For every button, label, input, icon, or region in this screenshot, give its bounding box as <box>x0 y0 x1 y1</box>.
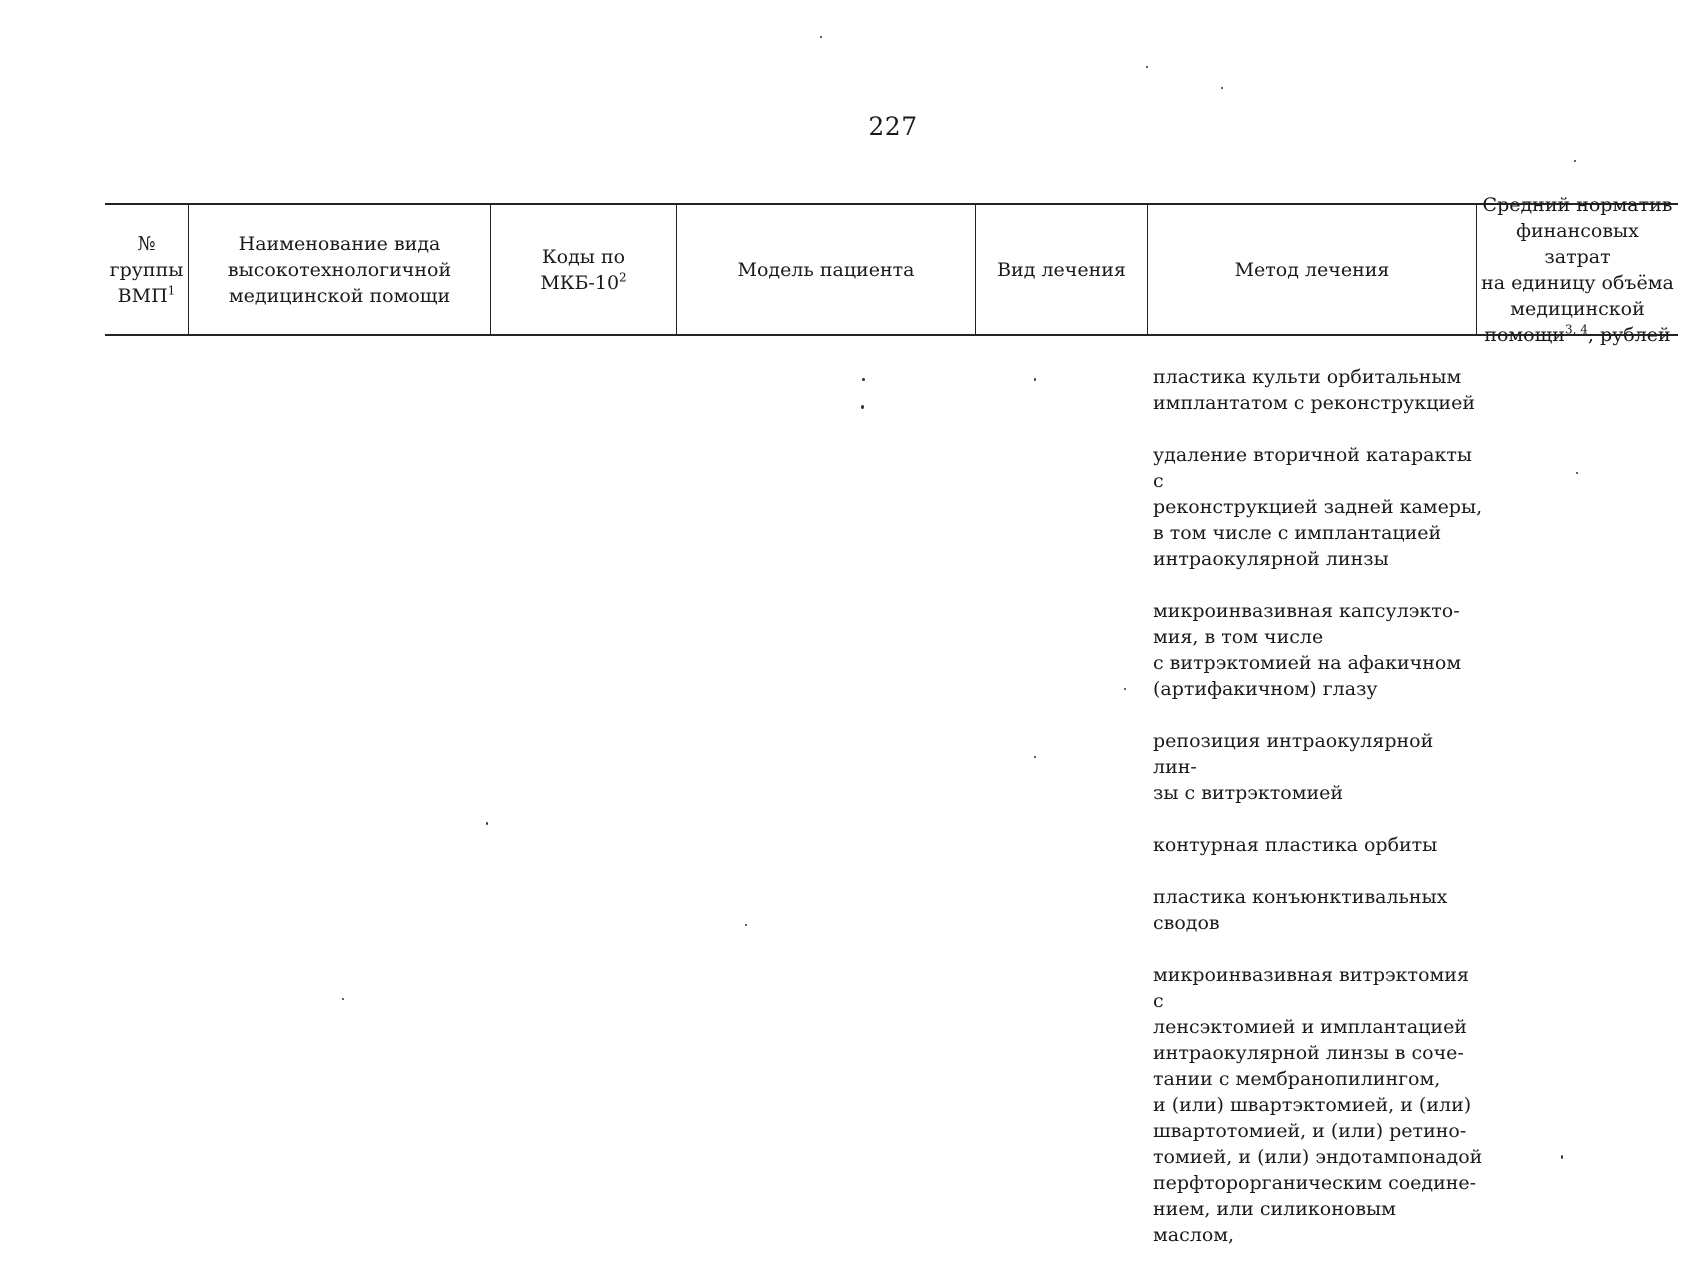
scan-speck <box>862 378 865 381</box>
scan-speck <box>820 36 822 38</box>
header-cost-standard: Средний норматив финансовых затрат на единицу объёма медицинской помощи$^{3, 4}$, рублей <box>1481 193 1674 346</box>
header-care-type: Наименование вида высокотехнологичной медицинской помощи <box>189 205 491 334</box>
method-item: удаление вторичной катаракты с реконструкцией задней камеры, в том числе с имплантацией интраокулярной линзы <box>1153 444 1483 570</box>
method-item: репозиция интраокулярной лин- зы с витрэктомией <box>1153 730 1434 804</box>
method-item: контурная пластика орбиты <box>1153 834 1438 856</box>
scan-speck <box>1124 688 1126 690</box>
scan-speck <box>1576 472 1578 474</box>
scan-speck <box>745 924 747 926</box>
scan-speck <box>861 405 864 409</box>
treatment-methods-list <box>1153 364 1483 1274</box>
header-treatment-type: Вид лечения <box>976 205 1148 334</box>
header-patient-model: Модель пациента <box>677 205 976 334</box>
method-item: микроинвазивная витрэктомия с ленсэктомией и имплантацией интраокулярной линзы в соче- тании с мембранопилингом, и (или) швартэктомией, и (или) швартотомией, и (или) ретино- томией, и (или) эндотампонадой перфторорганическим соедине- нием, или силиконовым маслом, <box>1153 964 1483 1246</box>
scan-speck <box>1574 160 1576 162</box>
method-item: пластика конъюнктивальных сводов <box>1153 886 1448 934</box>
method-item: пластика культи орбитальным имплантатом с реконструкцией <box>1153 366 1475 414</box>
scan-speck <box>1146 66 1148 68</box>
scan-speck <box>1034 378 1036 381</box>
scan-speck <box>1221 87 1223 89</box>
scan-speck <box>342 998 344 1000</box>
header-icd-codes: Коды по МКБ-$10^2$ <box>491 205 677 334</box>
header-group-number: № группы ВМП$^1$ <box>105 205 189 334</box>
method-item: микроинвазивная капсулэкто- мия, в том числе с витрэктомией на афакичном (артифакичном) глазу <box>1153 600 1462 700</box>
table-header <box>105 193 1678 346</box>
page-number: 227 <box>868 112 918 141</box>
scan-speck <box>486 822 488 825</box>
scan-speck <box>1561 1155 1563 1159</box>
header-treatment-method: Метод лечения <box>1148 205 1477 334</box>
scan-speck <box>1034 756 1036 758</box>
